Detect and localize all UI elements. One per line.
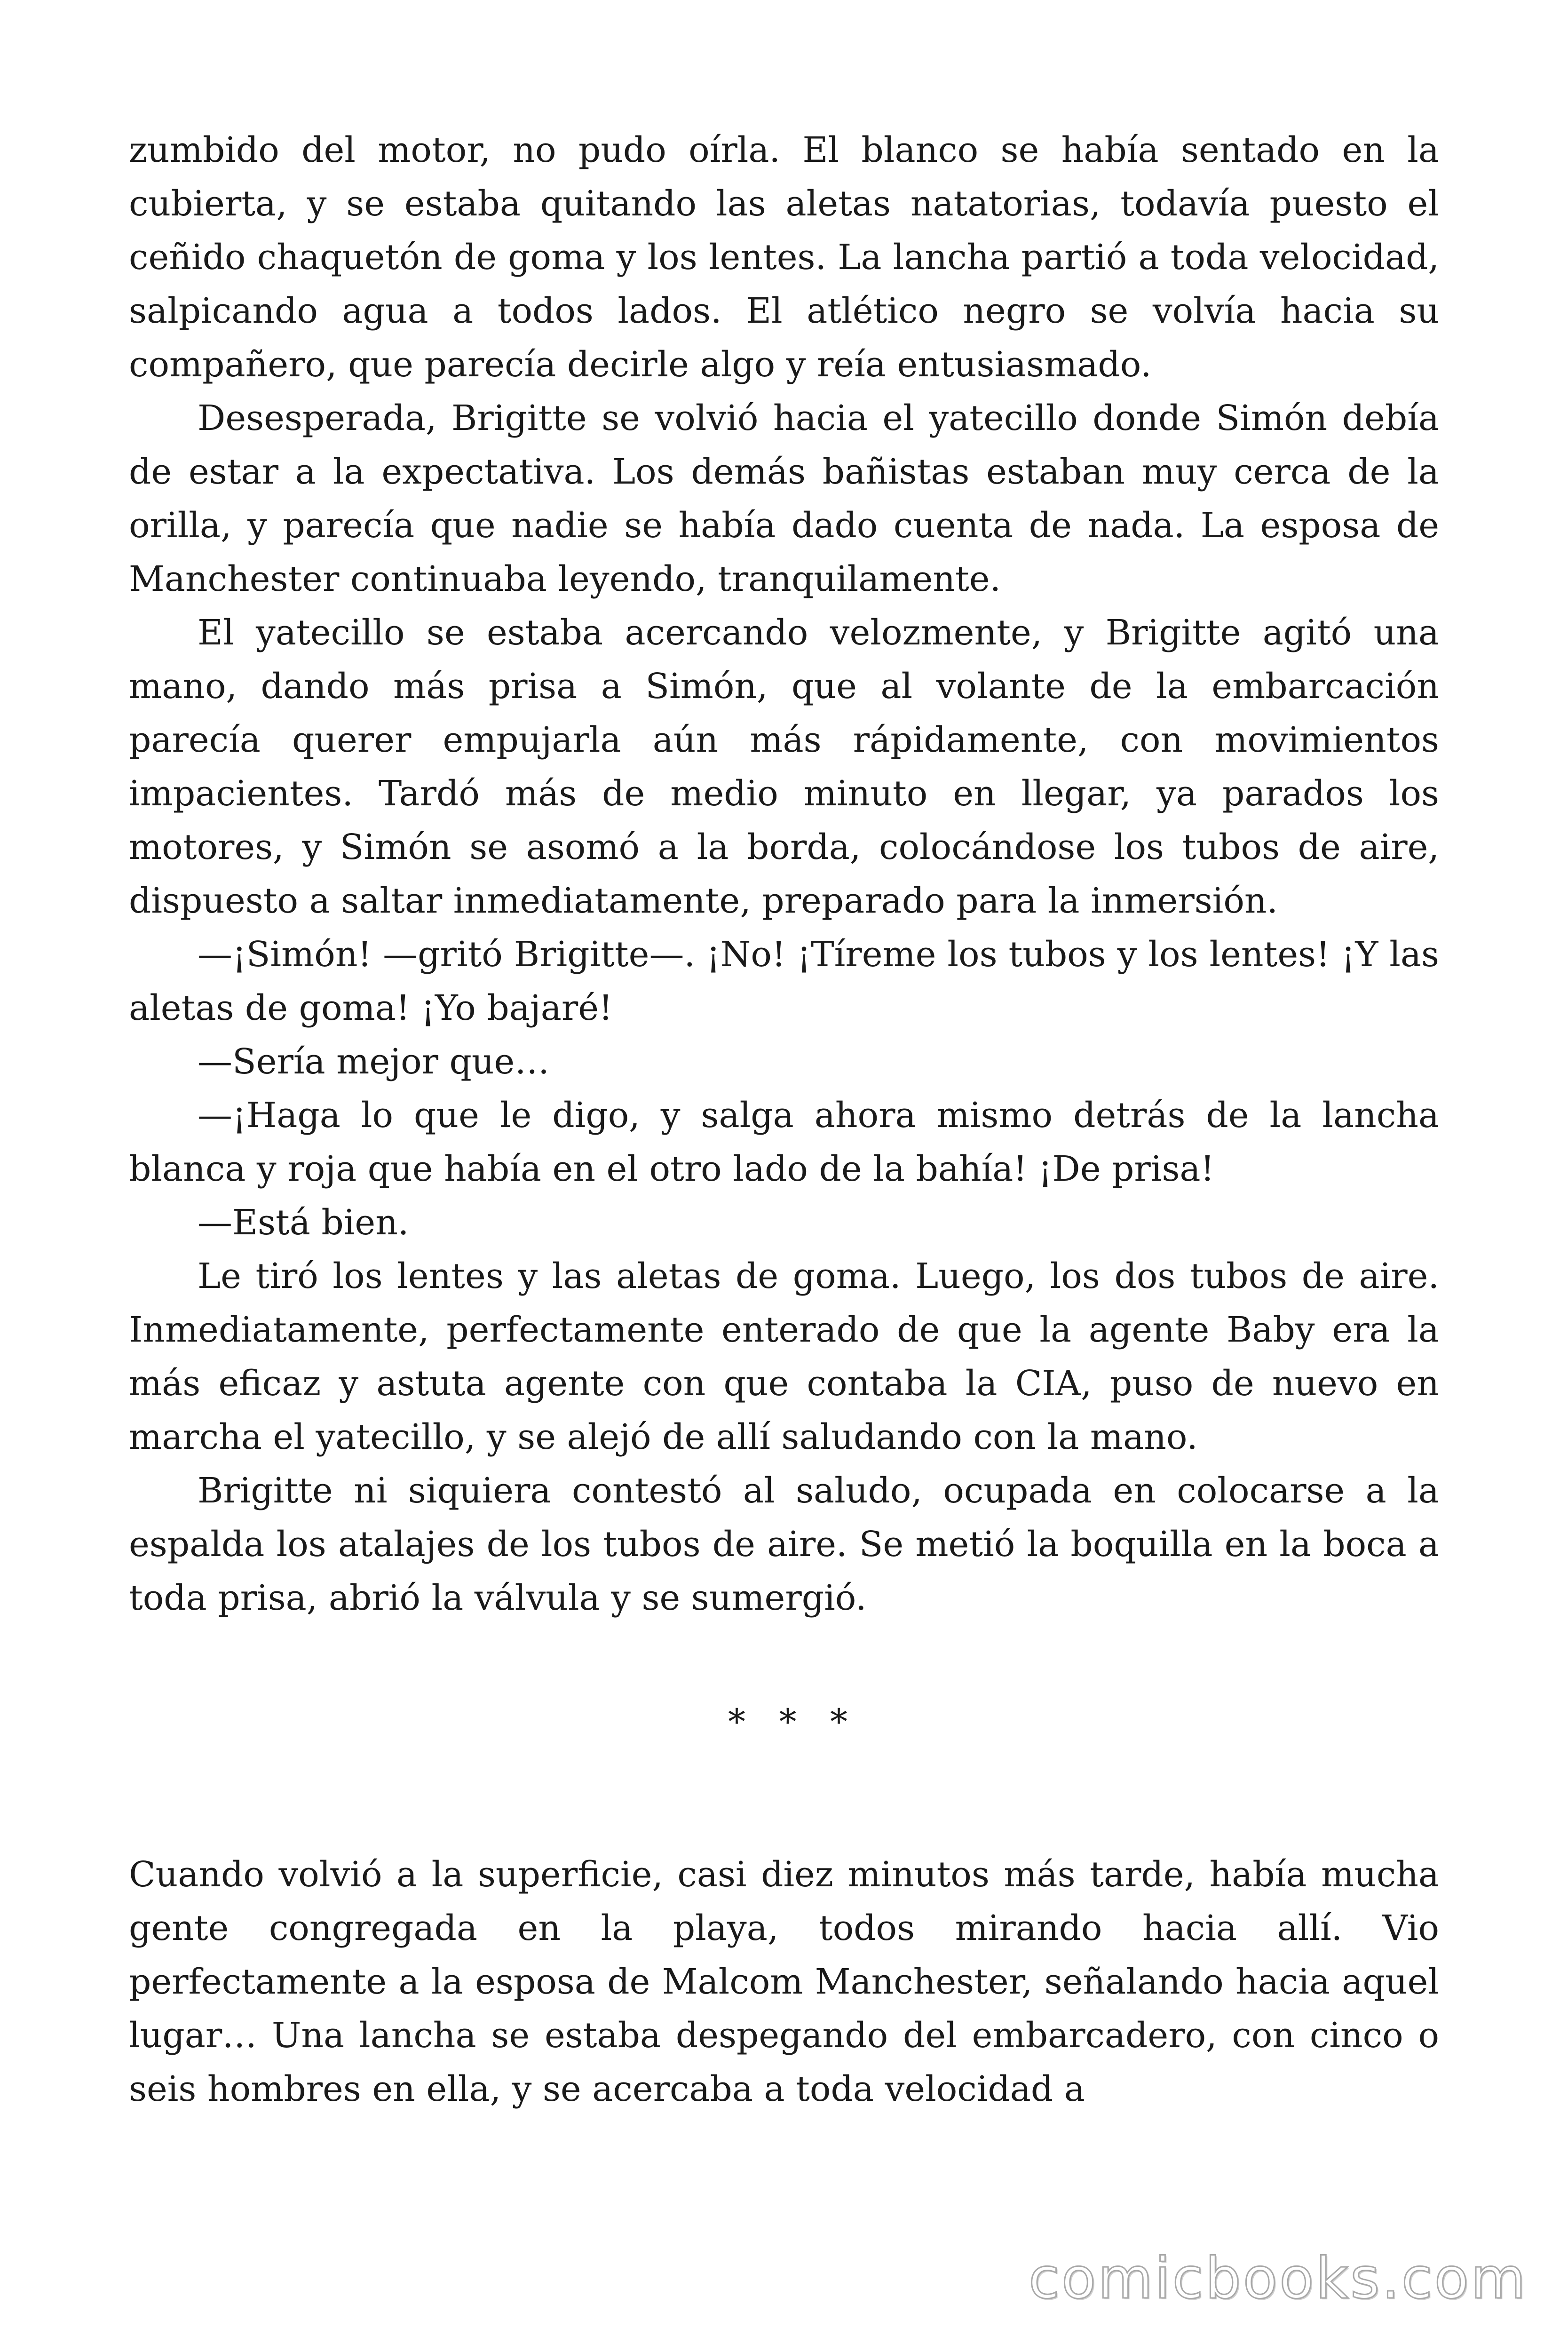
dialogue-line: —¡Simón! —gritó Brigitte—. ¡No! ¡Tíreme los tubos y los lentes! ¡Y las aletas de goma! ¡Yo bajaré! bbox=[129, 934, 1439, 1028]
paragraph-new-section: Cuando volvió a la superficie, casi diez minutos más tarde, había mucha gente congregada en la playa, todos mirando hacia allí. Vio perfectamente a la esposa de Malcom Manchester, señalando hacia aquel lugar… Una lancha se estaba despegando del embarcadero, con cinco o seis hombres en ella, y se acercaba a toda velocidad a bbox=[129, 1854, 1439, 2109]
paragraph: El yatecillo se estaba acercando velozmente, y Brigitte agitó una mano, dando más prisa a Simón, que al volante de la embarcación parecía querer empujarla aún más rápidamente, con movimientos impacientes. Tardó más de medio minuto en llegar, ya parados los motores, y Simón se asomó a la borda, colocándose los tubos de aire, dispuesto a saltar inmediatamente, preparado para la inmersión. bbox=[129, 612, 1439, 921]
dialogue-line: —¡Haga lo que le digo, y salga ahora mismo detrás de la lancha blanca y roja que había en el otro lado de la bahía! ¡De prisa! bbox=[129, 1095, 1439, 1189]
paragraph: Desesperada, Brigitte se volvió hacia el yatecillo donde Simón debía de estar a la expectativa. Los demás bañistas estaban muy cerca de la orilla, y parecía que nadie se había dado cuenta de nada. La esposa de Manchester continuaba leyendo, tranquilamente. bbox=[129, 398, 1439, 599]
dialogue-line: —Sería mejor que… bbox=[198, 1041, 550, 1082]
paragraph-continuation: zumbido del motor, no pudo oírla. El blanco se había sentado en la cubierta, y se estaba quitando las aletas natatorias, todavía puesto el ceñido chaquetón de goma y los lentes. La lancha partió a toda velocidad, salpicando agua a todos lados. El atlético negro se volvía hacia su compañero, que parecía decirle algo y reía entusiasmado. bbox=[129, 130, 1439, 385]
section-break: * * * bbox=[728, 1702, 859, 1742]
book-page bbox=[129, 123, 1439, 2116]
watermark: comicbooks.com bbox=[1028, 2246, 1528, 2312]
paragraph: Le tiró los lentes y las aletas de goma. Luego, los dos tubos de aire. Inmediatamente, perfectamente enterado de que la agente Baby era la más eficaz y astuta agente con que contaba la CIA, puso de nuevo en marcha el yatecillo, y se alejó de allí saludando con la mano. bbox=[129, 1256, 1439, 1457]
dialogue-line: —Está bien. bbox=[198, 1202, 409, 1243]
paragraph: Brigitte ni siquiera contestó al saludo, ocupada en colocarse a la espalda los atalajes de los tubos de aire. Se metió la boquilla en la boca a toda prisa, abrió la válvula y se sumergió. bbox=[129, 1470, 1439, 1618]
